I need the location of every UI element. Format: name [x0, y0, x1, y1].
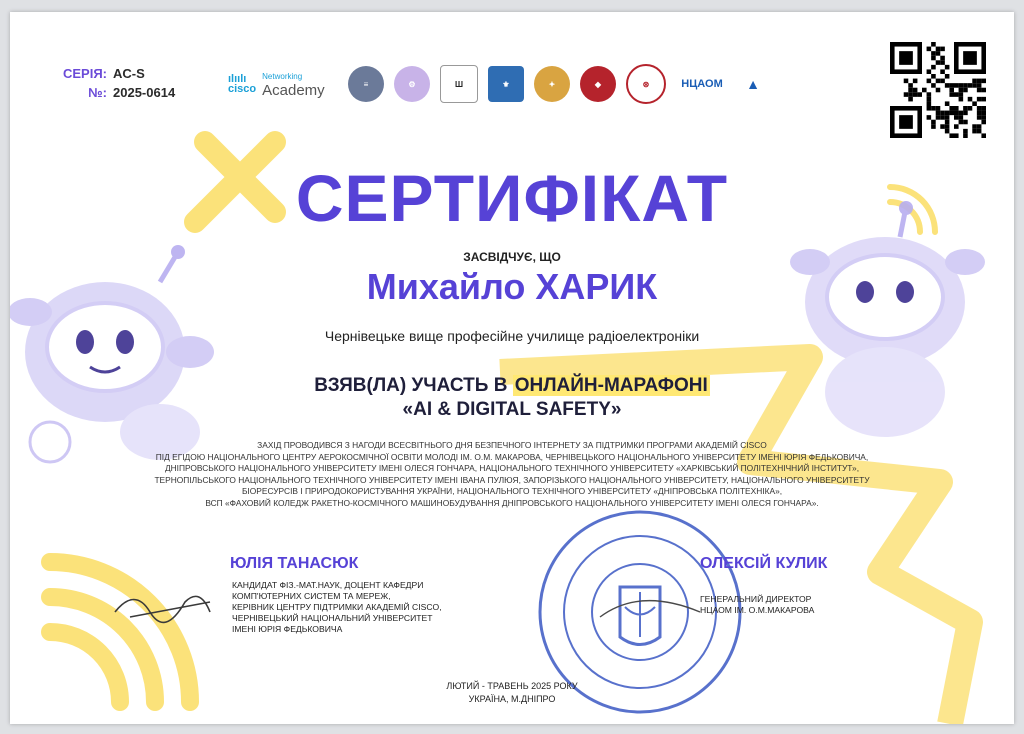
number-label: №:: [88, 85, 107, 100]
emblem-6-icon: ◆: [580, 66, 616, 102]
description-line: ТЕРНОПІЛЬСЬКОГО НАЦІОНАЛЬНОГО ТЕХНІЧНОГО УНІВЕРСИТЕТУ ІМЕНІ ІВАНА ПУЛЮЯ, ЗАПОРІЗЬКОГО НАЦІОНАЛЬНОГО УНІВЕРСИТЕТУ, НАЦІОНАЛЬНОГО УНІВЕРСИТЕТУ: [154, 474, 870, 485]
cisco-logo-icon: ılıılı cisco: [228, 73, 257, 95]
cisco-academy-logo: [228, 70, 338, 98]
cisco-academy-label: Academy: [262, 82, 325, 99]
signatory-2-position: ГЕНЕРАЛЬНИЙ ДИРЕКТОР НЦАОМ ІМ. О.М.МАКАРОВА: [700, 594, 815, 615]
emblem-3-icon: Ш: [440, 65, 478, 103]
dnipro-polytechnic-logo-icon: ▲: [738, 66, 768, 102]
participation-statement: [10, 374, 1014, 422]
background-decoration: [10, 12, 1014, 724]
participation-prefix: ВЗЯВ(ЛА) УЧАСТЬ В: [314, 375, 513, 396]
description-line: ВСП «ФАХОВИЙ КОЛЕДЖ РАКЕТНО-КОСМІЧНОГО МАШИНОБУДУВАННЯ ДНІПРОВСЬКОГО НАЦІОНАЛЬНОГО УНІВЕРСИТЕТУ ІМЕНІ ОЛЕСЯ ГОНЧАРА».: [205, 497, 819, 508]
qr-code-icon: [890, 42, 986, 138]
emblem-1-icon: ≡: [348, 66, 384, 102]
certificate-title: СЕРТИФІКАТ: [295, 161, 729, 235]
event-description: [70, 440, 954, 509]
series-value: AC-S: [113, 66, 145, 81]
emblem-2-icon: ⚙: [394, 66, 430, 102]
participation-highlight: ОНЛАЙН-МАРАФОНІ: [514, 375, 708, 396]
certifies-label: ЗАСВІДЧУЄ, ЩО: [463, 250, 561, 264]
signatory-2-name: ОЛЕКСІЙ КУЛИК: [700, 555, 828, 572]
description-line: ДНІПРОВСЬКОГО НАЦІОНАЛЬНОГО УНІВЕРСИТЕТУ ІМЕНІ ОЛЕСЯ ГОНЧАРА, НАЦІОНАЛЬНОГО ТЕХНІЧНОГО УНІВЕРСИТЕТУ «ХАРКІВСЬКИЙ ПОЛІТЕХНІЧНИЙ ІНСТИТУТ»,: [164, 463, 860, 473]
description-line: БІОРЕСУРСІВ І ПРИРОДОКОРИСТУВАННЯ УКРАЇНИ, НАЦІОНАЛЬНОГО ТЕХНІЧНОГО УНІВЕРСИТЕТУ «ДНІПРОВСЬКА ПОЛІТЕХНІКА»,: [241, 486, 783, 496]
cisco-networking-label: Networking: [262, 72, 303, 81]
date-place: [10, 680, 1014, 706]
event-place: УКРАЇНА, М.ДНІПРО: [468, 694, 556, 704]
ncaom-logo: НЦАОМ: [676, 66, 728, 102]
description-line: ЗАХІД ПРОВОДИВСЯ З НАГОДИ ВСЕСВІТНЬОГО ДНЯ БЕЗПЕЧНОГО ІНТЕРНЕТУ ЗА ПІДТРИМКИ ПРОГРАМИ АКАДЕМІЙ CISCO: [257, 440, 767, 450]
description-line: ПІД ЕГІДОЮ НАЦІОНАЛЬНОГО ЦЕНТРУ АЕРОКОСМІЧНОЇ ОСВІТИ МОЛОДІ ІМ. О.М. МАКАРОВА, ЧЕРНІВЕЦЬКОГО НАЦІОНАЛЬНОГО УНІВЕРСИТЕТУ ІМЕНІ ЮРІЯ ФЕДЬКОВИЧА,: [155, 451, 869, 462]
signatory-1-name: ЮЛІЯ ТАНАСЮК: [230, 555, 359, 572]
emblem-7-icon: ⊛: [626, 64, 666, 104]
series-block: [55, 64, 175, 102]
event-dates: ЛЮТИЙ - ТРАВЕНЬ 2025 РОКУ: [446, 681, 578, 691]
recipient-institution: Чернівецьке вище професійне училище радіоелектроніки: [324, 328, 700, 344]
partner-logos: [228, 64, 768, 104]
signatory-1-position: КАНДИДАТ ФІЗ.-МАТ.НАУК, ДОЦЕНТ КАФЕДРИ КОМП'ЮТЕРНИХ СИСТЕМ ТА МЕРЕЖ, КЕРІВНИК ЦЕНТРУ ПІДТРИМКИ АКАДЕМІЙ CISCO, ЧЕРНІВЕЦЬКИЙ НАЦІОНАЛЬНИЙ УНІВЕРСИТЕТ ІМЕНІ ЮРІЯ ФЕДЬКОВИЧА: [232, 580, 442, 634]
certificate-sheet: [10, 12, 1014, 724]
emblem-5-icon: ✦: [534, 66, 570, 102]
recipient-name: Михайло ХАРИК: [366, 266, 658, 307]
event-name: «AI & DIGITAL SAFETY»: [402, 399, 622, 420]
emblem-4-icon: ⚜: [488, 66, 524, 102]
number-value: 2025-0614: [113, 85, 176, 100]
series-label: СЕРІЯ:: [62, 66, 107, 81]
